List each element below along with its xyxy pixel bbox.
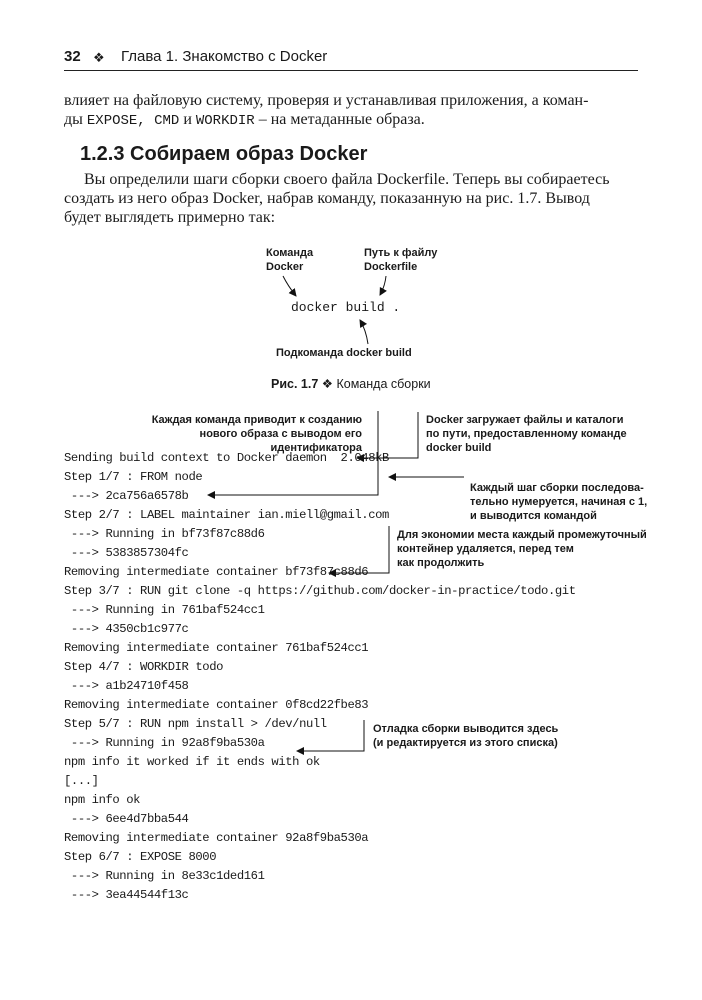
code-workdir: WORKDIR	[195, 113, 255, 129]
figure-caption: Рис. 1.7 ❖ Команда сборки	[271, 377, 431, 391]
output-line: ---> 5383857304fc	[64, 546, 189, 560]
header-separator-icon: ❖	[93, 50, 105, 65]
output-line: Step 5/7 : RUN npm install > /dev/null	[64, 717, 327, 731]
arrow-docker-uploads	[357, 412, 418, 458]
arrow-command	[283, 276, 296, 296]
output-line: ---> Running in 8e33c1ded161	[64, 869, 265, 883]
figure-label-subcommand: Подкоманда docker build	[276, 347, 412, 359]
annotation-step-numbered: Каждый шаг сборки последова- тельно нумеруется, начиная с 1, и выводится командой	[470, 482, 648, 522]
output-line: Sending build context to Docker daemon 2.048kB	[64, 451, 389, 465]
output-line: Step 2/7 : LABEL maintainer ian.miell@gmail.com	[64, 508, 389, 522]
output-line: ---> a1b24710f458	[64, 679, 189, 693]
header-chapter-title: Глава 1. Знакомство с Docker	[121, 48, 328, 65]
figure-label-command: Команда Docker	[266, 247, 314, 273]
code-expose-cmd: EXPOSE, CMD	[86, 113, 180, 129]
output-line: Step 6/7 : EXPOSE 8000	[64, 850, 217, 864]
output-line: ---> Running in 761baf524cc1	[64, 603, 265, 617]
section-heading: 1.2.3 Собираем образ Docker	[80, 143, 368, 165]
output-line: Step 4/7 : WORKDIR todo	[64, 660, 224, 674]
arrow-path	[380, 276, 386, 295]
arrow-subcommand	[360, 320, 368, 344]
output-line: Step 1/7 : FROM node	[64, 470, 203, 484]
output-line: npm info it worked if it ends with ok	[64, 755, 320, 769]
intro-line-1: влияет на файловую систему, проверяя и устанавливая приложения, а коман-	[64, 92, 589, 109]
figure-label-path: Путь к файлу Dockerfile	[364, 247, 438, 273]
output-line: ---> 3ea44544f13c	[64, 888, 189, 902]
output-line: Removing intermediate container 761baf524cc1	[64, 641, 369, 655]
figure-command: docker build .	[291, 300, 401, 315]
output-line: [...]	[64, 774, 99, 788]
annotation-docker-uploads: Docker загружает файлы и каталоги по пути, предоставленному команде docker build	[426, 414, 627, 454]
output-line: ---> 4350cb1c977c	[64, 622, 189, 636]
arrow-each-command	[208, 411, 378, 495]
annotation-each-command: Каждая команда приводит к созданию нового образа с выводом его идентификатора	[151, 414, 362, 454]
output-line: ---> Running in bf73f87c88d6	[64, 527, 265, 541]
output-line: Removing intermediate container 92a8f9ba530a	[64, 831, 369, 845]
header-page-number: 32	[64, 48, 81, 65]
output-line: ---> Running in 92a8f9ba530a	[64, 736, 265, 750]
annotation-debug-output: Отладка сборки выводится здесь (и редактируется из этого списка)	[373, 723, 559, 749]
paragraph-line-3: будет выглядеть примерно так:	[64, 209, 276, 226]
arrow-debug-output	[297, 720, 364, 751]
intro-line-2: ды EXPOSE, CMD и WORKDIR – на метаданные образа.	[64, 111, 425, 129]
output-line: npm info ok	[64, 793, 141, 807]
annotation-save-space: Для экономии места каждый промежуточный контейнер удаляется, перед тем как продолжить	[397, 529, 647, 569]
output-line: Step 3/7 : RUN git clone -q https://github.com/docker-in-practice/todo.git	[64, 584, 576, 598]
output-line: Removing intermediate container 0f8cd22fbe83	[64, 698, 369, 712]
output-line: Removing intermediate container bf73f87c88d6	[64, 565, 369, 579]
output-line: ---> 6ee4d7bba544	[64, 812, 189, 826]
caption-separator-icon: ❖	[321, 377, 333, 391]
output-line: ---> 2ca756a6578b	[64, 489, 189, 503]
arrow-save-space	[329, 526, 389, 573]
paragraph-line-2: создать из него образ Docker, набрав команду, показанную на рис. 1.7. Вывод	[64, 190, 590, 207]
paragraph-line-1: Вы определили шаги сборки своего файла Dockerfile. Теперь вы собираетесь	[84, 171, 610, 188]
